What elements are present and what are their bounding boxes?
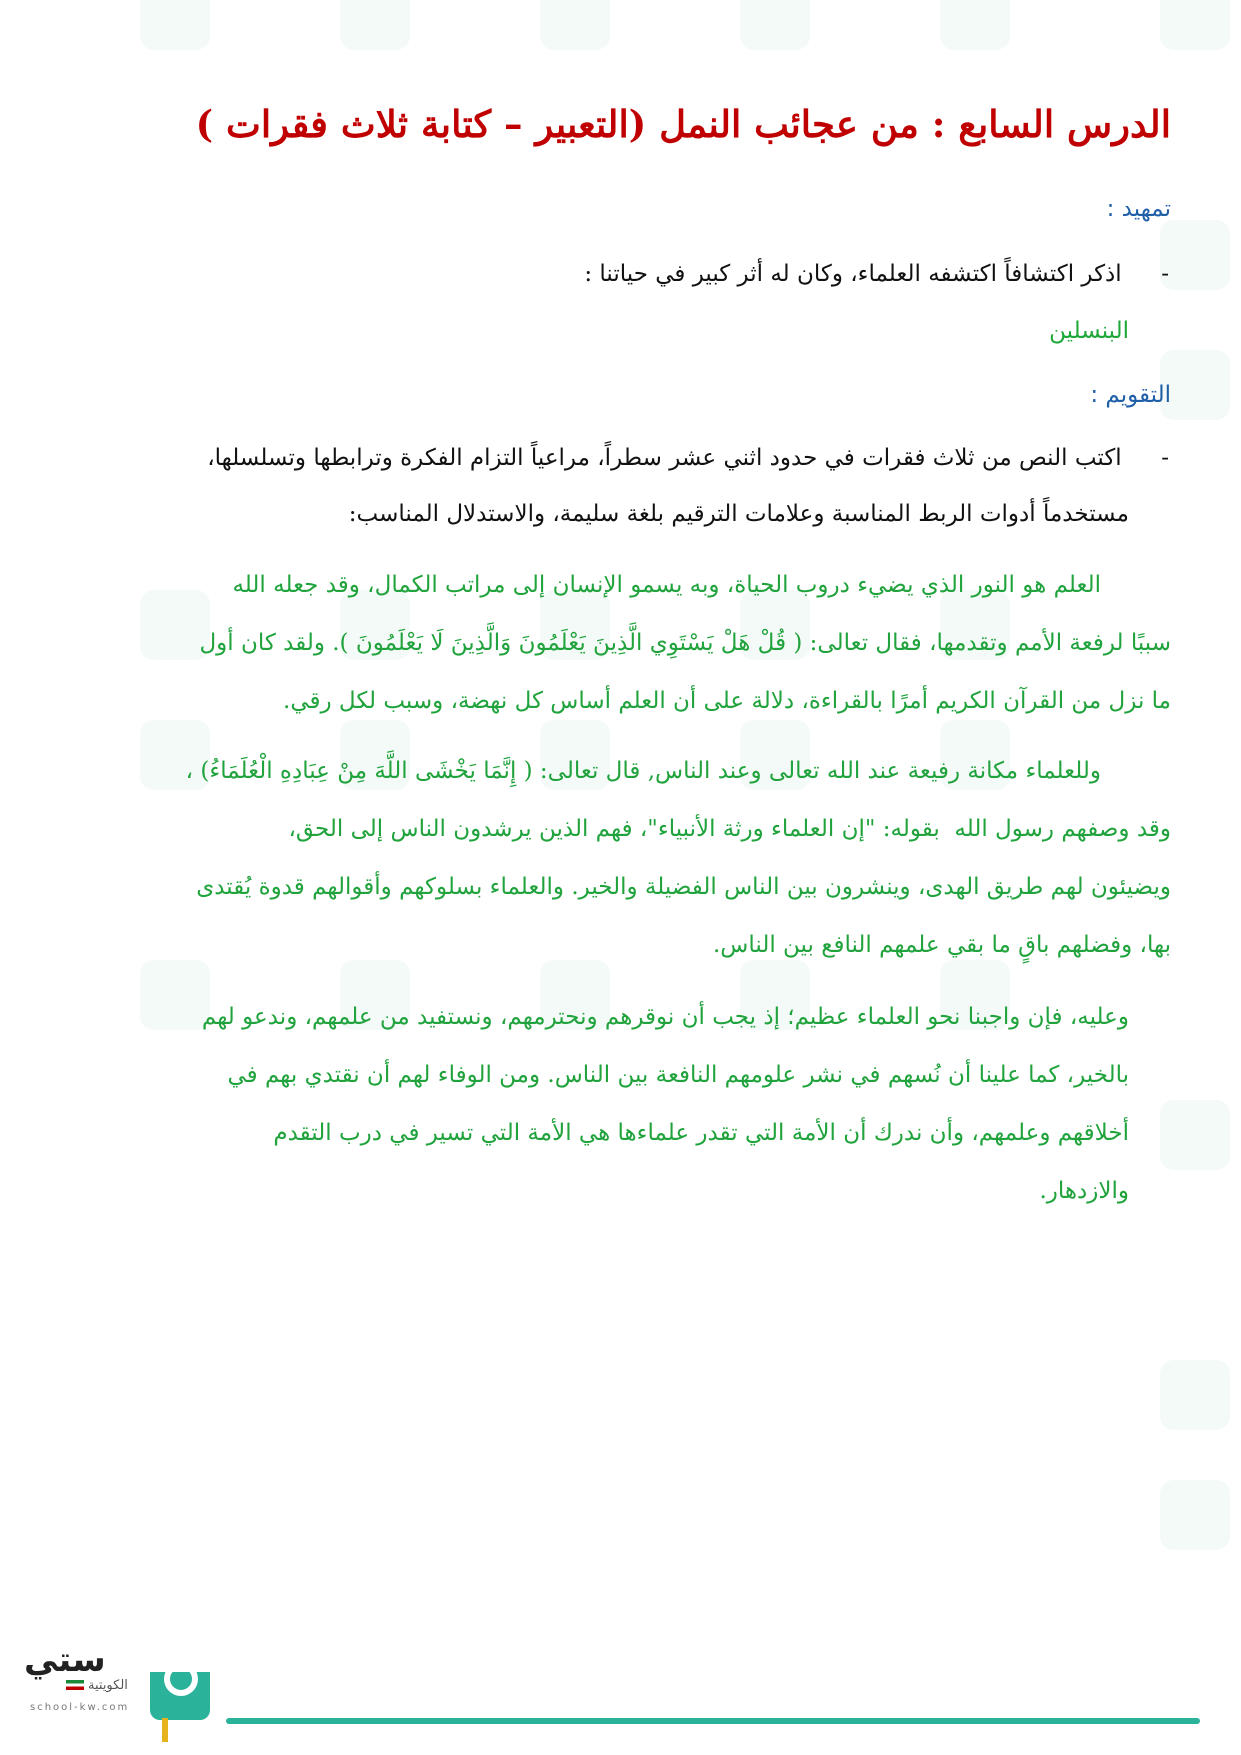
watermark-logo (1160, 0, 1230, 50)
bullet-dash: - (1161, 445, 1169, 471)
essay-line: العلم هو النور الذي يضيء دروب الحياة، وبه يسمو الإنسان إلى مراتب الكمال، وقد جعله الله (232, 572, 1101, 598)
site-logo-text: ستي (24, 1640, 106, 1680)
site-url: school-kw.com (30, 1702, 130, 1713)
watermark-logo (1160, 1480, 1230, 1550)
watermark-logo (1160, 220, 1230, 290)
essay-line: أخلاقهم وعلمهم، وأن ندرك أن الأمة التي تقدر علماءها هي الأمة التي تسير في درب التقدم (273, 1120, 1129, 1146)
watermark-logo (940, 0, 1010, 50)
essay-line: سببًا لرفعة الأمم وتقدمها، فقال تعالى: ( قُلْ هَلْ يَسْتَوِي الَّذِينَ يَعْلَمُونَ وَالَّذِينَ لَا يَعْلَمُونَ ). ولقد كان أول (199, 630, 1171, 656)
watermark-logo (540, 0, 610, 50)
essay-line: ما نزل من القرآن الكريم أمرًا بالقراءة، دلالة على أن العلم أساس كل نهضة، وسبب لكل رقي. (283, 688, 1171, 714)
essay-line: ويضيئون لهم طريق الهدى، وينشرون بين الناس الفضيلة والخير. والعلماء بسلوكهم وأقوالهم قدوة يُقتدى (196, 874, 1171, 900)
watermark-logo (140, 0, 210, 50)
site-logo-subtitle: الكويتية (88, 1678, 128, 1693)
essay-paragraph-1 (81, 556, 1171, 730)
bookmark-icon (162, 1718, 168, 1742)
bullet-dash: - (1161, 261, 1169, 287)
watermark-logo (1160, 1100, 1230, 1170)
evaluation-question (89, 430, 1169, 486)
intro-question (89, 246, 1169, 302)
essay-line: بالخير، كما علينا أن نُسهم في نشر علومهم النافعة بين الناس. ومن الوفاء لهم أن نقتدي بهم في (227, 1062, 1129, 1088)
essay-line: وقد وصفهم رسول الله ￼ بقوله: "إن العلماء ورثة الأنبياء"، فهم الذين يرشدون الناس إلى الحق، (288, 816, 1171, 842)
essay-line: والازدهار. (1039, 1178, 1129, 1204)
watermark-logo (740, 0, 810, 50)
intro-label: تمهيد : (1106, 196, 1171, 222)
footer-divider (226, 1718, 1200, 1724)
intro-answer: البنسلين (1049, 318, 1129, 344)
watermark-logo (340, 0, 410, 50)
intro-question-text: اذكر اكتشافاً اكتشفه العلماء، وكان له أثر كبير في حياتنا : (584, 261, 1122, 287)
watermark-logo (1160, 1360, 1230, 1430)
lesson-title: الدرس السابع : من عجائب النمل (التعبير – كتابة ثلاث فقرات ) (195, 102, 1171, 146)
essay-line: وعليه، فإن واجبنا نحو العلماء عظيم؛ إذ يجب أن نوقرهم ونحترمهم، ونستفيد من علمهم، وندعو لهم (201, 1004, 1129, 1030)
book-logo-icon (150, 1672, 210, 1720)
essay-paragraph-3 (79, 988, 1129, 1220)
essay-line: بها، وفضلهم باقٍ ما بقي علمهم النافع بين الناس. (713, 932, 1171, 958)
evaluation-question-line2: مستخدماً أدوات الربط المناسبة وعلامات الترقيم بلغة سليمة، والاستدلال المناسب: (348, 501, 1129, 527)
kuwait-flag-icon (66, 1680, 84, 1690)
essay-paragraph-2 (71, 742, 1171, 974)
evaluation-label: التقويم : (1090, 382, 1171, 408)
evaluation-question-line1: اكتب النص من ثلاث فقرات في حدود اثني عشر سطراً، مراعياً التزام الفكرة وترابطها وتسلسلها، (207, 445, 1122, 471)
essay-line: وللعلماء مكانة رفيعة عند الله تعالى وعند الناس, قال تعالى: ( إِنَّمَا يَخْشَى اللَّهَ مِنْ عِبَادِهِ الْعُلَمَاءُ) ، (185, 758, 1101, 784)
evaluation-question-cont (89, 486, 1129, 542)
